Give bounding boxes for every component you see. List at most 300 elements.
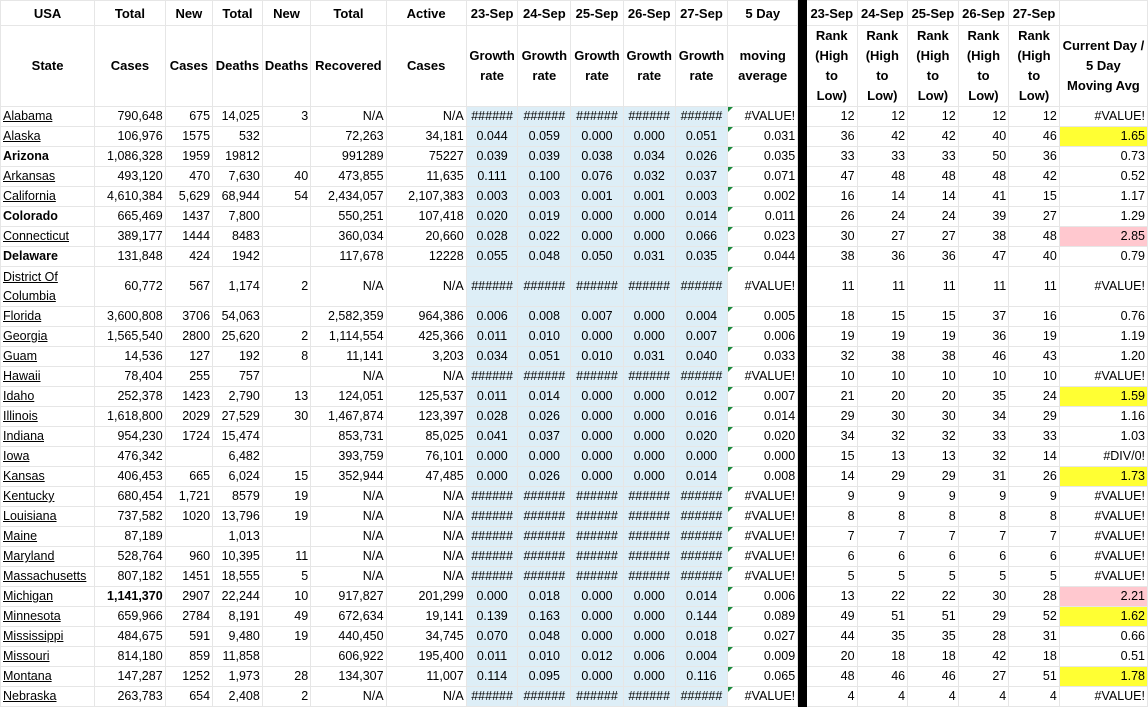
rank-cell[interactable]: 35 [908, 627, 959, 647]
rank-cell[interactable]: 50 [958, 147, 1009, 167]
rank-cell[interactable]: 33 [908, 147, 959, 167]
growth-rate-cell[interactable]: 0.000 [571, 587, 624, 607]
current-over-average-cell[interactable]: #VALUE! [1059, 507, 1147, 527]
rank-cell[interactable]: 30 [908, 407, 959, 427]
rank-cell[interactable]: 16 [1009, 307, 1060, 327]
moving-average-cell[interactable]: 0.065 [728, 667, 798, 687]
active-cases-cell[interactable]: N/A [386, 367, 466, 387]
growth-rate-cell[interactable]: 0.000 [623, 327, 675, 347]
growth-rate-cell[interactable]: 0.000 [571, 607, 624, 627]
column-header[interactable]: New [262, 1, 310, 26]
current-over-average-cell[interactable]: #VALUE! [1059, 547, 1147, 567]
new-cases-cell[interactable]: 960 [165, 547, 212, 567]
moving-average-cell[interactable]: 0.071 [728, 167, 798, 187]
growth-rate-cell[interactable]: ###### [571, 367, 624, 387]
growth-rate-cell[interactable]: ###### [518, 567, 571, 587]
growth-rate-cell[interactable]: 0.031 [623, 247, 675, 267]
new-deaths-cell[interactable]: 5 [262, 567, 310, 587]
state-name[interactable]: Delaware [3, 249, 58, 263]
rank-cell[interactable]: 14 [1009, 447, 1060, 467]
growth-rate-cell[interactable]: 0.037 [518, 427, 571, 447]
column-header[interactable]: 26-Sep [958, 1, 1009, 26]
column-header[interactable]: Total [213, 1, 263, 26]
recovered-cell[interactable]: 72,263 [311, 127, 386, 147]
growth-rate-cell[interactable]: 0.039 [518, 147, 571, 167]
growth-rate-cell[interactable]: ###### [623, 487, 675, 507]
growth-rate-cell[interactable]: 0.011 [466, 327, 518, 347]
rank-cell[interactable]: 5 [806, 567, 857, 587]
growth-rate-cell[interactable]: 0.032 [623, 167, 675, 187]
active-cases-cell[interactable]: 123,397 [386, 407, 466, 427]
rank-cell[interactable]: 27 [958, 667, 1009, 687]
column-header[interactable]: Cases [386, 26, 466, 107]
rank-cell[interactable]: 47 [958, 247, 1009, 267]
new-deaths-cell[interactable]: 30 [262, 407, 310, 427]
current-over-average-cell[interactable]: #VALUE! [1059, 527, 1147, 547]
new-deaths-cell[interactable]: 10 [262, 587, 310, 607]
column-header[interactable]: moving average [728, 26, 798, 107]
growth-rate-cell[interactable]: 0.012 [675, 387, 728, 407]
total-deaths-cell[interactable]: 13,796 [213, 507, 263, 527]
rank-cell[interactable]: 9 [958, 487, 1009, 507]
growth-rate-cell[interactable]: 0.000 [675, 447, 728, 467]
active-cases-cell[interactable]: N/A [386, 507, 466, 527]
new-cases-cell[interactable]: 255 [165, 367, 212, 387]
rank-cell[interactable]: 35 [857, 627, 908, 647]
moving-average-cell[interactable]: 0.000 [728, 447, 798, 467]
state-name-cell[interactable] [1, 227, 95, 247]
column-header[interactable]: Rank (High to Low) [908, 26, 959, 107]
new-deaths-cell[interactable]: 19 [262, 507, 310, 527]
rank-cell[interactable]: 7 [958, 527, 1009, 547]
growth-rate-cell[interactable]: 0.095 [518, 667, 571, 687]
growth-rate-cell[interactable]: 0.059 [518, 127, 571, 147]
current-over-average-cell[interactable]: 1.16 [1059, 407, 1147, 427]
active-cases-cell[interactable]: 19,141 [386, 607, 466, 627]
growth-rate-cell[interactable]: 0.051 [675, 127, 728, 147]
growth-rate-cell[interactable]: 0.000 [571, 387, 624, 407]
new-cases-cell[interactable]: 2784 [165, 607, 212, 627]
new-cases-cell[interactable]: 1451 [165, 567, 212, 587]
recovered-cell[interactable]: 1,114,554 [311, 327, 386, 347]
rank-cell[interactable]: 26 [1009, 467, 1060, 487]
growth-rate-cell[interactable]: 0.041 [466, 427, 518, 447]
state-name[interactable]: Arkansas [3, 169, 56, 183]
current-over-average-cell[interactable]: 1.73 [1059, 467, 1147, 487]
total-deaths-cell[interactable]: 1,013 [213, 527, 263, 547]
state-name-cell[interactable] [1, 207, 95, 227]
rank-cell[interactable]: 30 [806, 227, 857, 247]
state-name[interactable]: Nebraska [3, 689, 57, 703]
rank-cell[interactable]: 51 [1009, 667, 1060, 687]
moving-average-cell[interactable]: 0.027 [728, 627, 798, 647]
new-cases-cell[interactable]: 591 [165, 627, 212, 647]
growth-rate-cell[interactable]: 0.051 [518, 347, 571, 367]
column-header[interactable]: State [1, 26, 95, 107]
rank-cell[interactable]: 47 [806, 167, 857, 187]
current-over-average-cell[interactable]: 1.19 [1059, 327, 1147, 347]
current-over-average-cell[interactable]: 1.59 [1059, 387, 1147, 407]
growth-rate-cell[interactable]: 0.000 [571, 667, 624, 687]
state-name[interactable]: Georgia [3, 329, 48, 343]
growth-rate-cell[interactable]: ###### [466, 507, 518, 527]
moving-average-cell[interactable]: 0.089 [728, 607, 798, 627]
rank-cell[interactable]: 36 [857, 247, 908, 267]
total-cases-cell[interactable]: 4,610,384 [95, 187, 166, 207]
total-cases-cell[interactable]: 389,177 [95, 227, 166, 247]
state-name-cell[interactable] [1, 327, 95, 347]
recovered-cell[interactable]: 672,634 [311, 607, 386, 627]
rank-cell[interactable]: 29 [958, 607, 1009, 627]
growth-rate-cell[interactable]: 0.000 [571, 467, 624, 487]
rank-cell[interactable]: 10 [958, 367, 1009, 387]
growth-rate-cell[interactable]: 0.007 [675, 327, 728, 347]
recovered-cell[interactable]: 473,855 [311, 167, 386, 187]
new-deaths-cell[interactable]: 3 [262, 107, 310, 127]
state-name[interactable]: Michigan [3, 589, 54, 603]
growth-rate-cell[interactable]: 0.055 [466, 247, 518, 267]
column-header[interactable]: Total [95, 1, 166, 26]
recovered-cell[interactable]: 853,731 [311, 427, 386, 447]
growth-rate-cell[interactable]: 0.000 [571, 227, 624, 247]
total-cases-cell[interactable]: 252,378 [95, 387, 166, 407]
moving-average-cell[interactable]: 0.009 [728, 647, 798, 667]
rank-cell[interactable]: 6 [1009, 547, 1060, 567]
growth-rate-cell[interactable]: 0.111 [466, 167, 518, 187]
rank-cell[interactable]: 36 [908, 247, 959, 267]
total-cases-cell[interactable]: 954,230 [95, 427, 166, 447]
total-deaths-cell[interactable]: 18,555 [213, 567, 263, 587]
column-header[interactable]: Growth rate [571, 26, 624, 107]
rank-cell[interactable]: 29 [908, 467, 959, 487]
recovered-cell[interactable]: N/A [311, 567, 386, 587]
active-cases-cell[interactable]: 12228 [386, 247, 466, 267]
rank-cell[interactable]: 33 [1009, 427, 1060, 447]
recovered-cell[interactable]: 393,759 [311, 447, 386, 467]
total-cases-cell[interactable]: 790,648 [95, 107, 166, 127]
rank-cell[interactable]: 20 [806, 647, 857, 667]
current-over-average-cell[interactable]: #VALUE! [1059, 267, 1147, 307]
growth-rate-cell[interactable]: ###### [571, 687, 624, 707]
rank-cell[interactable]: 14 [806, 467, 857, 487]
active-cases-cell[interactable]: 20,660 [386, 227, 466, 247]
new-deaths-cell[interactable]: 19 [262, 627, 310, 647]
moving-average-cell[interactable]: 0.006 [728, 587, 798, 607]
moving-average-cell[interactable]: #VALUE! [728, 567, 798, 587]
state-name[interactable]: Massachusetts [3, 569, 87, 583]
total-deaths-cell[interactable]: 1,973 [213, 667, 263, 687]
rank-cell[interactable]: 33 [806, 147, 857, 167]
new-deaths-cell[interactable]: 2 [262, 687, 310, 707]
rank-cell[interactable]: 51 [908, 607, 959, 627]
recovered-cell[interactable]: 134,307 [311, 667, 386, 687]
new-cases-cell[interactable]: 1437 [165, 207, 212, 227]
state-name[interactable]: District Of Columbia [3, 269, 58, 303]
growth-rate-cell[interactable]: 0.070 [466, 627, 518, 647]
rank-cell[interactable]: 38 [908, 347, 959, 367]
moving-average-cell[interactable]: #VALUE! [728, 527, 798, 547]
active-cases-cell[interactable]: 75227 [386, 147, 466, 167]
rank-cell[interactable]: 42 [958, 647, 1009, 667]
growth-rate-cell[interactable]: 0.034 [623, 147, 675, 167]
growth-rate-cell[interactable]: 0.144 [675, 607, 728, 627]
rank-cell[interactable]: 28 [958, 627, 1009, 647]
total-deaths-cell[interactable]: 8579 [213, 487, 263, 507]
growth-rate-cell[interactable]: ###### [466, 267, 518, 307]
total-cases-cell[interactable]: 814,180 [95, 647, 166, 667]
active-cases-cell[interactable]: 11,007 [386, 667, 466, 687]
state-name[interactable]: Mississippi [3, 629, 64, 643]
total-deaths-cell[interactable]: 6,482 [213, 447, 263, 467]
rank-cell[interactable]: 18 [857, 647, 908, 667]
moving-average-cell[interactable]: 0.002 [728, 187, 798, 207]
growth-rate-cell[interactable]: 0.000 [466, 587, 518, 607]
state-name[interactable]: Alaska [3, 129, 41, 143]
growth-rate-cell[interactable]: ###### [571, 107, 624, 127]
growth-rate-cell[interactable]: 0.028 [466, 227, 518, 247]
new-cases-cell[interactable]: 1,721 [165, 487, 212, 507]
growth-rate-cell[interactable]: 0.000 [623, 407, 675, 427]
state-name-cell[interactable] [1, 587, 95, 607]
rank-cell[interactable]: 15 [806, 447, 857, 467]
new-cases-cell[interactable]: 1575 [165, 127, 212, 147]
growth-rate-cell[interactable]: 0.000 [623, 447, 675, 467]
state-name-cell[interactable] [1, 267, 95, 307]
active-cases-cell[interactable]: 85,025 [386, 427, 466, 447]
current-over-average-cell[interactable]: 1.62 [1059, 607, 1147, 627]
growth-rate-cell[interactable]: 0.066 [675, 227, 728, 247]
active-cases-cell[interactable]: N/A [386, 267, 466, 307]
rank-cell[interactable]: 38 [958, 227, 1009, 247]
column-header[interactable]: Active [386, 1, 466, 26]
rank-cell[interactable]: 46 [908, 667, 959, 687]
column-header[interactable]: USA [1, 1, 95, 26]
rank-cell[interactable]: 51 [857, 607, 908, 627]
rank-cell[interactable]: 49 [806, 607, 857, 627]
rank-cell[interactable]: 18 [806, 307, 857, 327]
rank-cell[interactable]: 32 [857, 427, 908, 447]
moving-average-cell[interactable]: #VALUE! [728, 367, 798, 387]
rank-cell[interactable]: 12 [806, 107, 857, 127]
growth-rate-cell[interactable]: ###### [466, 487, 518, 507]
moving-average-cell[interactable]: #VALUE! [728, 487, 798, 507]
active-cases-cell[interactable]: N/A [386, 107, 466, 127]
growth-rate-cell[interactable]: ###### [571, 547, 624, 567]
growth-rate-cell[interactable]: 0.037 [675, 167, 728, 187]
new-cases-cell[interactable] [165, 447, 212, 467]
moving-average-cell[interactable]: #VALUE! [728, 107, 798, 127]
growth-rate-cell[interactable]: 0.048 [518, 627, 571, 647]
current-over-average-cell[interactable]: #VALUE! [1059, 487, 1147, 507]
state-name[interactable]: Louisiana [3, 509, 57, 523]
rank-cell[interactable]: 5 [1009, 567, 1060, 587]
rank-cell[interactable]: 34 [806, 427, 857, 447]
rank-cell[interactable]: 12 [857, 107, 908, 127]
state-name-cell[interactable] [1, 347, 95, 367]
growth-rate-cell[interactable]: 0.018 [518, 587, 571, 607]
growth-rate-cell[interactable]: 0.000 [571, 627, 624, 647]
total-deaths-cell[interactable]: 6,024 [213, 467, 263, 487]
recovered-cell[interactable]: 124,051 [311, 387, 386, 407]
rank-cell[interactable]: 38 [806, 247, 857, 267]
growth-rate-cell[interactable]: ###### [675, 547, 728, 567]
state-name[interactable]: Florida [3, 309, 42, 323]
new-cases-cell[interactable]: 2800 [165, 327, 212, 347]
rank-cell[interactable]: 5 [958, 567, 1009, 587]
rank-cell[interactable]: 14 [857, 187, 908, 207]
current-over-average-cell[interactable]: 0.76 [1059, 307, 1147, 327]
current-over-average-cell[interactable]: 1.65 [1059, 127, 1147, 147]
total-cases-cell[interactable]: 476,342 [95, 447, 166, 467]
state-name[interactable]: Missouri [3, 649, 50, 663]
growth-rate-cell[interactable]: 0.026 [518, 407, 571, 427]
new-cases-cell[interactable]: 2907 [165, 587, 212, 607]
growth-rate-cell[interactable]: 0.026 [518, 467, 571, 487]
rank-cell[interactable]: 37 [958, 307, 1009, 327]
new-deaths-cell[interactable] [262, 447, 310, 467]
rank-cell[interactable]: 13 [908, 447, 959, 467]
recovered-cell[interactable]: 1,467,874 [311, 407, 386, 427]
growth-rate-cell[interactable]: 0.100 [518, 167, 571, 187]
state-name-cell[interactable] [1, 187, 95, 207]
growth-rate-cell[interactable]: 0.000 [623, 387, 675, 407]
rank-cell[interactable]: 48 [806, 667, 857, 687]
recovered-cell[interactable]: 352,944 [311, 467, 386, 487]
state-name-cell[interactable] [1, 107, 95, 127]
rank-cell[interactable]: 15 [908, 307, 959, 327]
total-cases-cell[interactable]: 665,469 [95, 207, 166, 227]
rank-cell[interactable]: 29 [806, 407, 857, 427]
growth-rate-cell[interactable]: ###### [466, 687, 518, 707]
growth-rate-cell[interactable]: ###### [466, 367, 518, 387]
rank-cell[interactable]: 11 [857, 267, 908, 307]
growth-rate-cell[interactable]: 0.114 [466, 667, 518, 687]
state-name[interactable]: Indiana [3, 429, 45, 443]
growth-rate-cell[interactable]: ###### [518, 487, 571, 507]
growth-rate-cell[interactable]: 0.022 [518, 227, 571, 247]
growth-rate-cell[interactable]: ###### [623, 567, 675, 587]
rank-cell[interactable]: 36 [958, 327, 1009, 347]
new-cases-cell[interactable]: 1724 [165, 427, 212, 447]
moving-average-cell[interactable]: #VALUE! [728, 687, 798, 707]
rank-cell[interactable]: 15 [1009, 187, 1060, 207]
total-deaths-cell[interactable]: 54,063 [213, 307, 263, 327]
rank-cell[interactable]: 44 [806, 627, 857, 647]
rank-cell[interactable]: 48 [857, 167, 908, 187]
growth-rate-cell[interactable]: ###### [466, 107, 518, 127]
state-name-cell[interactable] [1, 147, 95, 167]
new-deaths-cell[interactable] [262, 307, 310, 327]
rank-cell[interactable]: 4 [958, 687, 1009, 707]
state-name[interactable]: Alabama [3, 109, 53, 123]
growth-rate-cell[interactable]: 0.020 [675, 427, 728, 447]
state-name-cell[interactable] [1, 247, 95, 267]
current-over-average-cell[interactable]: 0.79 [1059, 247, 1147, 267]
state-name-cell[interactable] [1, 387, 95, 407]
moving-average-cell[interactable]: 0.035 [728, 147, 798, 167]
total-deaths-cell[interactable]: 9,480 [213, 627, 263, 647]
active-cases-cell[interactable]: 76,101 [386, 447, 466, 467]
column-header[interactable]: Rank (High to Low) [857, 26, 908, 107]
rank-cell[interactable]: 4 [1009, 687, 1060, 707]
rank-cell[interactable]: 40 [958, 127, 1009, 147]
column-header[interactable]: 27-Sep [1009, 1, 1060, 26]
growth-rate-cell[interactable]: 0.000 [623, 607, 675, 627]
growth-rate-cell[interactable]: 0.006 [623, 647, 675, 667]
new-deaths-cell[interactable]: 40 [262, 167, 310, 187]
active-cases-cell[interactable]: N/A [386, 547, 466, 567]
total-deaths-cell[interactable]: 15,474 [213, 427, 263, 447]
rank-cell[interactable]: 16 [806, 187, 857, 207]
growth-rate-cell[interactable]: ###### [675, 687, 728, 707]
rank-cell[interactable]: 27 [908, 227, 959, 247]
state-name-cell[interactable] [1, 307, 95, 327]
rank-cell[interactable]: 14 [908, 187, 959, 207]
growth-rate-cell[interactable]: 0.000 [571, 427, 624, 447]
new-deaths-cell[interactable] [262, 427, 310, 447]
growth-rate-cell[interactable]: ###### [623, 367, 675, 387]
total-cases-cell[interactable]: 131,848 [95, 247, 166, 267]
recovered-cell[interactable]: N/A [311, 687, 386, 707]
growth-rate-cell[interactable]: ###### [518, 687, 571, 707]
moving-average-cell[interactable]: 0.020 [728, 427, 798, 447]
moving-average-cell[interactable]: #VALUE! [728, 547, 798, 567]
growth-rate-cell[interactable]: 0.004 [675, 647, 728, 667]
column-header[interactable]: Deaths [262, 26, 310, 107]
growth-rate-cell[interactable]: 0.011 [466, 387, 518, 407]
growth-rate-cell[interactable]: 0.000 [623, 627, 675, 647]
growth-rate-cell[interactable]: ###### [466, 547, 518, 567]
state-name-cell[interactable] [1, 487, 95, 507]
column-header[interactable]: 24-Sep [518, 1, 571, 26]
growth-rate-cell[interactable]: ###### [571, 567, 624, 587]
growth-rate-cell[interactable]: 0.000 [623, 667, 675, 687]
total-deaths-cell[interactable]: 68,944 [213, 187, 263, 207]
moving-average-cell[interactable]: 0.008 [728, 467, 798, 487]
rank-cell[interactable]: 19 [1009, 327, 1060, 347]
column-header[interactable]: 25-Sep [571, 1, 624, 26]
rank-cell[interactable]: 5 [857, 567, 908, 587]
rank-cell[interactable]: 32 [806, 347, 857, 367]
active-cases-cell[interactable]: 2,107,383 [386, 187, 466, 207]
rank-cell[interactable]: 11 [806, 267, 857, 307]
column-header[interactable]: Recovered [311, 26, 386, 107]
active-cases-cell[interactable]: 425,366 [386, 327, 466, 347]
rank-cell[interactable]: 42 [1009, 167, 1060, 187]
growth-rate-cell[interactable]: 0.076 [571, 167, 624, 187]
rank-cell[interactable]: 30 [958, 587, 1009, 607]
new-deaths-cell[interactable]: 2 [262, 267, 310, 307]
state-name-cell[interactable] [1, 507, 95, 527]
rank-cell[interactable]: 32 [908, 427, 959, 447]
growth-rate-cell[interactable]: 0.139 [466, 607, 518, 627]
rank-cell[interactable]: 9 [1009, 487, 1060, 507]
moving-average-cell[interactable]: 0.011 [728, 207, 798, 227]
growth-rate-cell[interactable]: 0.000 [623, 307, 675, 327]
new-cases-cell[interactable]: 424 [165, 247, 212, 267]
rank-cell[interactable]: 10 [908, 367, 959, 387]
column-header[interactable]: 24-Sep [857, 1, 908, 26]
recovered-cell[interactable]: 440,450 [311, 627, 386, 647]
state-name[interactable]: Kansas [3, 469, 45, 483]
growth-rate-cell[interactable]: 0.163 [518, 607, 571, 627]
new-cases-cell[interactable] [165, 527, 212, 547]
growth-rate-cell[interactable]: 0.000 [571, 327, 624, 347]
active-cases-cell[interactable]: N/A [386, 527, 466, 547]
new-deaths-cell[interactable]: 54 [262, 187, 310, 207]
rank-cell[interactable]: 28 [1009, 587, 1060, 607]
recovered-cell[interactable]: 550,251 [311, 207, 386, 227]
